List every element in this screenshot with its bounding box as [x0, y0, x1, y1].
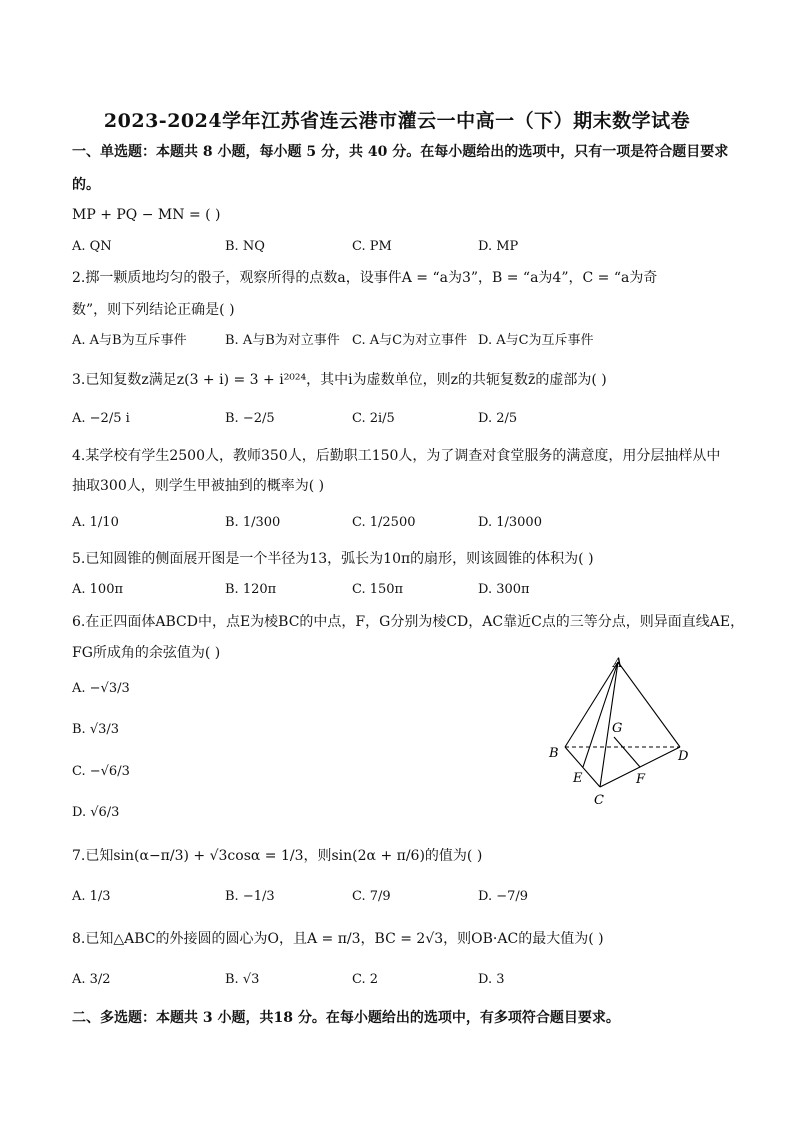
q3-option-b: B. −2/5 — [225, 411, 275, 426]
q8-option-d: D. 3 — [478, 972, 505, 987]
q2-option-d: D. A与C为互斥事件 — [478, 333, 594, 348]
edge-ab — [565, 662, 618, 747]
q1-option-d: D. MP — [478, 239, 519, 254]
q5-option-a: A. 100π — [72, 582, 124, 597]
segment-gf — [614, 737, 640, 767]
tetrahedron-figure — [540, 652, 710, 812]
section1-heading-cont: 的。 — [72, 177, 100, 193]
q4-option-c: C. 1/2500 — [352, 515, 416, 530]
q4-option-b: B. 1/300 — [225, 515, 281, 530]
q4-stem-line1: 4.某学校有学生2500人，教师350人，后勤职工150人，为了调查对食堂服务的满意度，用分层抽样从中 — [72, 448, 721, 464]
q1-option-a: A. QN — [72, 239, 112, 254]
exam-title: 2023-2024学年江苏省连云港市灌云一中高一（下）期末数学试卷 — [103, 110, 691, 132]
q6-option-b: B. √3/3 — [72, 722, 120, 737]
label-g: G — [612, 721, 623, 736]
q6-option-a: A. −√3/3 — [72, 681, 130, 696]
q5-option-d: D. 300π — [478, 582, 530, 597]
q6-stem-line2: FG所成角的余弦值为( ) — [72, 645, 221, 661]
q2-option-c: C. A与C为对立事件 — [352, 333, 468, 348]
q5-stem: 5.已知圆锥的侧面展开图是一个半径为13，弧长为10π的扇形，则该圆锥的体积为( ) — [72, 551, 594, 567]
q8-option-b: B. √3 — [225, 972, 260, 987]
q8-stem: 8.已知△ABC的外接圆的圆心为O，且A = π/3，BC = 2√3，则OB·AC的最大值为( ) — [72, 931, 604, 947]
q6-stem-line1: 6.在正四面体ABCD中，点E为棱BC的中点，F，G分别为棱CD，AC靠近C点的三等分点，则异面直线AE， — [72, 614, 745, 630]
q3-option-d: D. 2/5 — [478, 411, 518, 426]
q1-stem: MP + PQ − MN = ( ) — [72, 207, 221, 223]
q8-option-c: C. 2 — [352, 972, 379, 987]
q1-option-b: B. NQ — [225, 239, 265, 254]
q7-option-c: C. 7/9 — [352, 889, 391, 904]
q3-option-a: A. −2/5 i — [72, 411, 130, 426]
label-e: E — [573, 771, 583, 786]
q7-stem: 7.已知sin(α−π/3) + √3cosα = 1/3，则sin(2α + π/6)的值为( ) — [72, 848, 483, 864]
q4-option-d: D. 1/3000 — [478, 515, 542, 530]
segment-ae — [583, 662, 618, 767]
q6-option-d: D. √6/3 — [72, 805, 120, 820]
q3-option-c: C. 2i/5 — [352, 411, 395, 426]
label-f: F — [636, 772, 646, 787]
q2-option-b: B. A与B为对立事件 — [225, 333, 340, 348]
q7-option-a: A. 1/3 — [72, 889, 111, 904]
label-a: A — [613, 656, 623, 671]
q2-option-a: A. A与B为互斥事件 — [72, 333, 187, 348]
label-d: D — [678, 749, 689, 764]
q1-option-c: C. PM — [352, 239, 392, 254]
q2-stem-line2: 数”，则下列结论正确是( ) — [72, 302, 235, 318]
q5-option-b: B. 120π — [225, 582, 277, 597]
q4-stem-line2: 抽取300人，则学生甲被抽到的概率为( ) — [72, 478, 325, 494]
q7-option-d: D. −7/9 — [478, 889, 529, 904]
q8-option-a: A. 3/2 — [72, 972, 111, 987]
q6-option-c: C. −√6/3 — [72, 764, 130, 779]
q7-option-b: B. −1/3 — [225, 889, 275, 904]
q5-option-c: C. 150π — [352, 582, 404, 597]
q2-stem-line1: 2.掷一颗质地均匀的骰子，观察所得的点数a，设事件A = “a为3”，B = “a为4”，C = “a为奇 — [72, 270, 658, 286]
label-c: C — [594, 793, 604, 808]
q4-option-a: A. 1/10 — [72, 515, 119, 530]
edge-bc — [565, 747, 600, 787]
edge-ad — [618, 662, 680, 747]
q3-stem: 3.已知复数z满足z(3 + i) = 3 + i²⁰²⁴，其中i为虚数单位，则z的共轭复数z̄的虚部为( ) — [72, 372, 607, 388]
section2-heading: 二、多选题：本题共 3 小题，共18 分。在每小题给出的选项中，有多项符合题目要求。 — [72, 1010, 620, 1026]
section1-heading: 一、单选题：本题共 8 小题，每小题 5 分，共 40 分。在每小题给出的选项中，只有一项是符合题目要求 — [72, 144, 729, 160]
label-b: B — [549, 746, 559, 761]
